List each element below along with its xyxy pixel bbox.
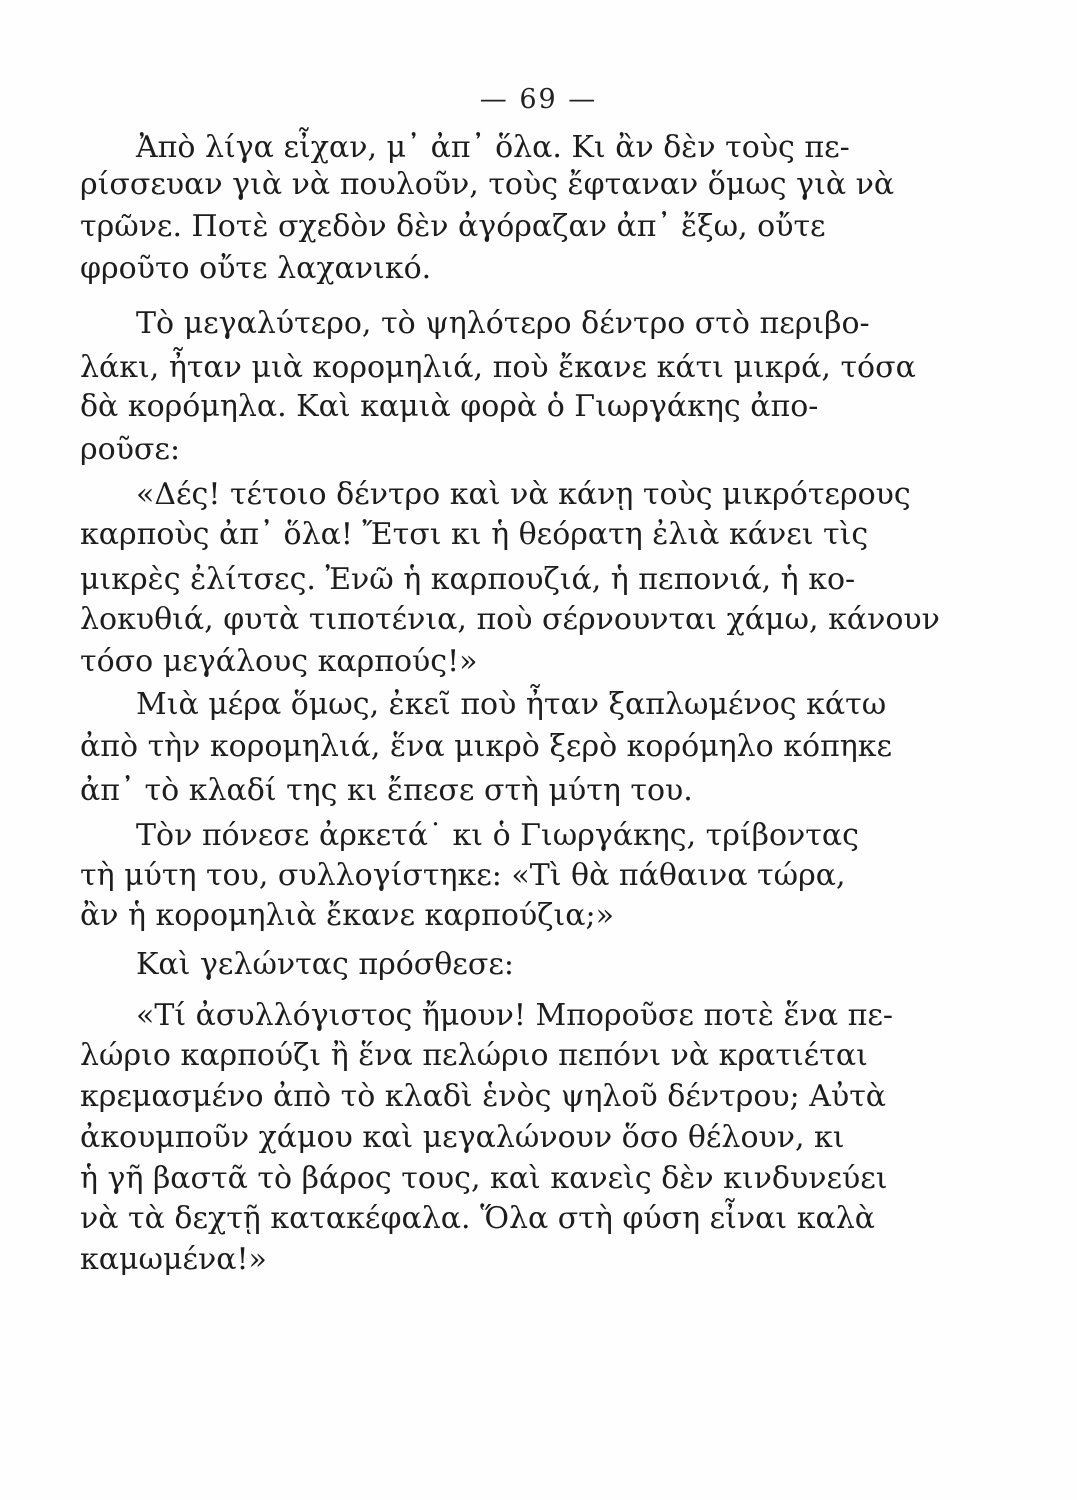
- text-line: Ἀπὸ λίγα εἶχαν, μ᾽ ἀπ᾽ ὅλα. Κι ἂν δὲν τοὺς πε-: [136, 130, 850, 165]
- text-line: ἡ γῆ βαστᾶ τὸ βάρος τους, καὶ κανεὶς δὲν κινδυνεύει: [80, 1161, 888, 1196]
- page-number: — 69 —: [479, 84, 598, 115]
- text-line: ροῦσε:: [80, 432, 181, 467]
- text-line: Μιὰ μέρα ὅμως, ἐκεῖ ποὺ ἦταν ξαπλωμένος κάτω: [136, 687, 887, 722]
- text-line: τρῶνε. Ποτὲ σχεδὸν δὲν ἀγόραζαν ἀπ᾽ ἔξω, οὔτε: [80, 209, 826, 244]
- text-line: Τὸν πόνεσε ἀρκετά˙ κι ὁ Γιωργάκης, τρίβοντας: [136, 818, 859, 853]
- text-line: ἀπ᾽ τὸ κλαδί της κι ἔπεσε στὴ μύτη του.: [80, 773, 693, 808]
- text-line: λάκι, ἦταν μιὰ κορομηλιά, ποὺ ἔκανε κάτι μικρά, τόσα: [80, 350, 916, 385]
- text-line: «Δές! τέτοιο δέντρο καὶ νὰ κάνῃ τοὺς μικρότερους: [136, 477, 911, 512]
- text-line: καρποὺς ἀπ᾽ ὅλα! Ἔτσι κι ἡ θεόρατη ἐλιὰ κάνει τὶς: [80, 517, 869, 552]
- text-line: τὴ μύτη του, συλλογίστηκε: «Τὶ θὰ πάθαινα τώρα,: [80, 858, 846, 893]
- text-line: ἂν ἡ κορομηλιὰ ἔκανε καρπούζια;»: [80, 898, 614, 933]
- text-line: ἀπὸ τὴν κορομηλιά, ἕνα μικρὸ ξερὸ κορόμηλο κόπηκε: [80, 729, 893, 764]
- text-line: τόσο μεγάλους καρπούς!»: [80, 644, 478, 679]
- text-line: Καὶ γελώντας πρόσθεσε:: [136, 947, 514, 982]
- text-line: λώριο καρπούζι ἢ ἕνα πελώριο πεπόνι νὰ κρατιέται: [80, 1038, 868, 1073]
- text-line: λοκυθιά, φυτὰ τιποτένια, ποὺ σέρνουνται χάμω, κάνουν: [80, 602, 940, 637]
- text-line: ρίσσευαν γιὰ νὰ πουλοῦν, τοὺς ἔφταναν ὅμως γιὰ νὰ: [80, 167, 895, 202]
- text-line: καμωμένα!»: [80, 1242, 267, 1277]
- text-line: ἀκουμποῦν χάμου καὶ μεγαλώνουν ὅσο θέλουν, κι: [80, 1120, 845, 1155]
- text-line: κρεμασμένο ἀπὸ τὸ κλαδὶ ἑνὸς ψηλοῦ δέντρου; Αὐτὰ: [80, 1079, 887, 1114]
- text-line: «Τί ἀσυλλόγιστος ἤμουν! Μποροῦσε ποτὲ ἕνα πε-: [136, 998, 894, 1033]
- text-line: Τὸ μεγαλύτερο, τὸ ψηλότερο δέντρο στὸ περιβο-: [136, 306, 870, 341]
- text-line: φροῦτο οὔτε λαχανικό.: [80, 251, 432, 286]
- text-line: δὰ κορόμηλα. Καὶ καμιὰ φορὰ ὁ Γιωργάκης ἀπο-: [80, 389, 819, 424]
- text-line: μικρὲς ἐλίτσες. Ἐνῶ ἡ καρπουζιά, ἡ πεπονιά, ἡ κο-: [80, 562, 856, 597]
- text-line: νὰ τὰ δεχτῇ κατακέφαλα. Ὅλα στὴ φύση εἶναι καλὰ: [80, 1201, 875, 1236]
